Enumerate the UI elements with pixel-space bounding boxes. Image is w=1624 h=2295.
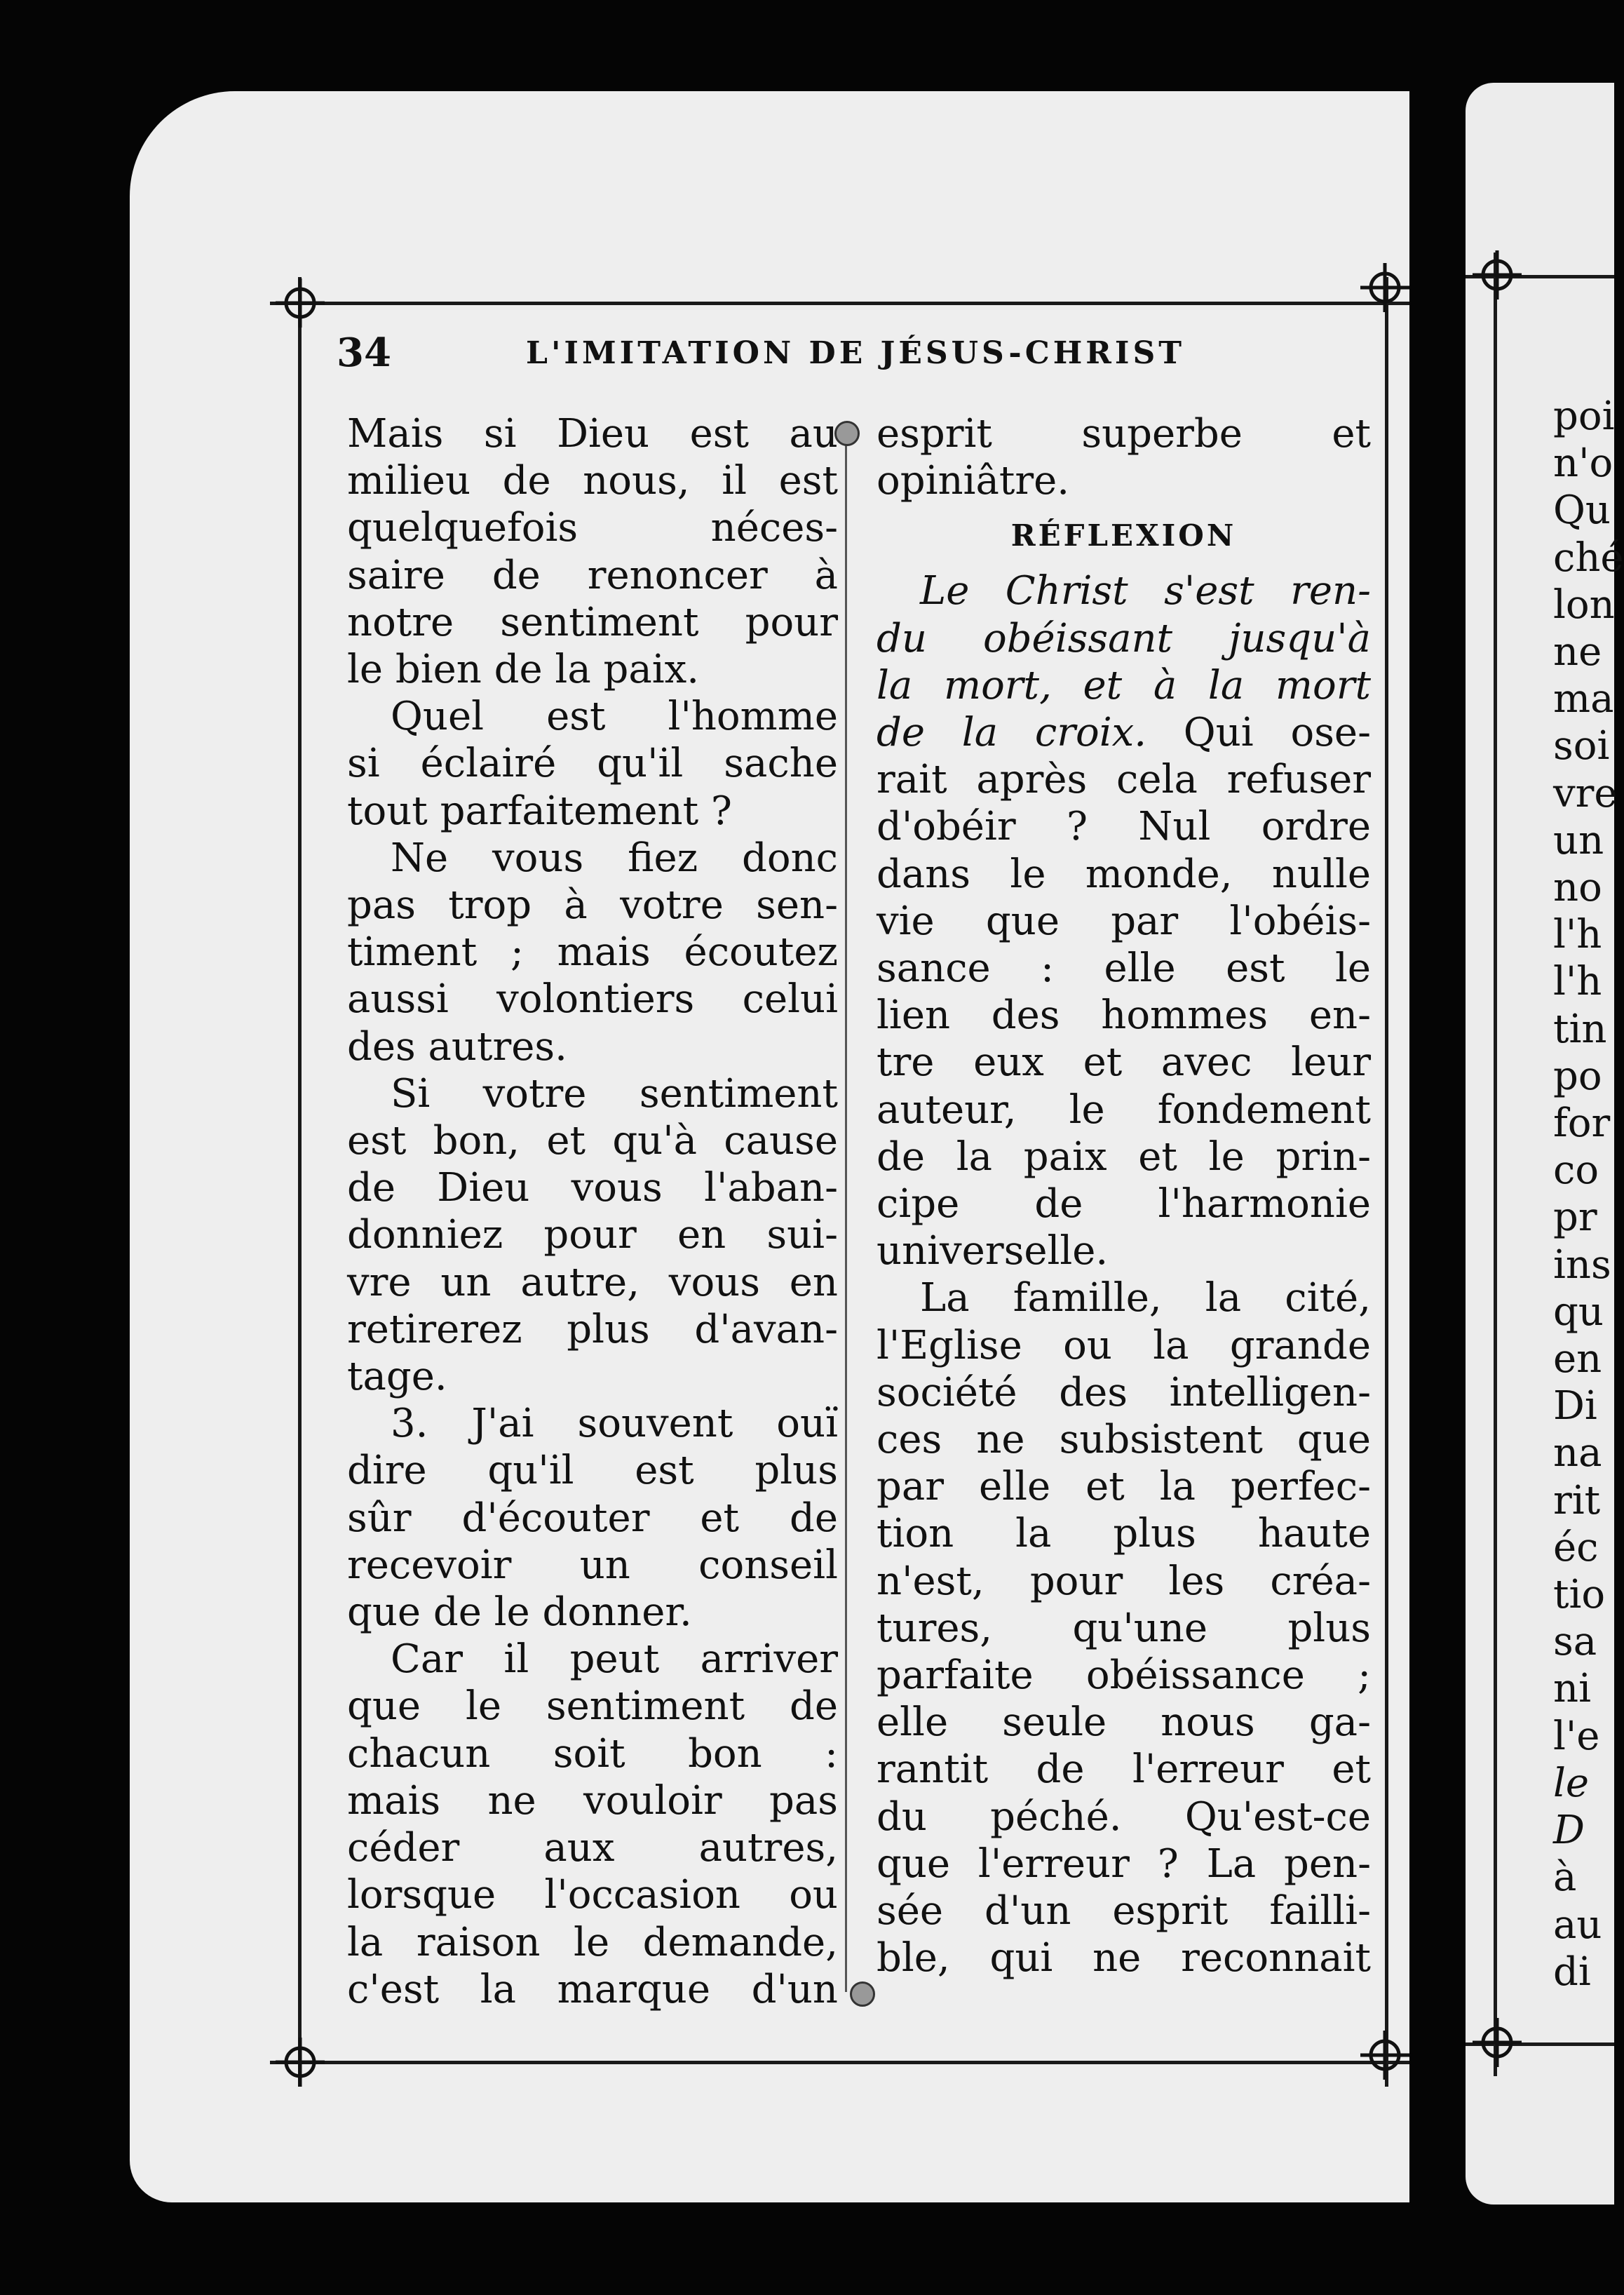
text-line: milieu de nous, il est [347,458,838,504]
page-number: 34 [337,330,391,376]
text-fragment: l'h [1553,959,1602,1005]
text-fragment: tin [1553,1006,1607,1052]
section-heading: RÉFLEXION [1010,518,1237,553]
text-line: que l'erreur ? La pen- [877,1840,1371,1887]
text-line: de la paix et le prin- [877,1133,1371,1180]
corner-ornament-icon [1360,263,1409,312]
text-line: céder aux autres, [347,1825,838,1871]
text-line: opiniâtre. [877,458,1070,504]
text-line [877,709,1371,756]
text-line: retirerez plus d'avan- [347,1306,838,1352]
text-line: est bon, et qu'à cause [347,1118,838,1164]
text-line: 3. J'ai souvent ouï [391,1401,838,1447]
text-line: cipe de l'harmonie [877,1181,1371,1227]
text-line: recevoir un conseil [347,1542,838,1588]
text-fragment: à [1553,1855,1577,1901]
text-line: de Dieu vous l'aban- [347,1165,838,1211]
text-line: que le sentiment de [347,1683,838,1730]
text-line: sée d'un esprit failli- [877,1888,1371,1934]
text-line: lorsque l'occasion ou [347,1872,838,1918]
text-line: timent ; mais écoutez [347,929,838,976]
text-fragment: Qui ose- [1146,710,1371,756]
text-line: ble, qui ne reconnait [877,1935,1371,1981]
text-fragment: un [1553,817,1604,863]
text-line: du péché. Qu'est-ce [877,1793,1371,1840]
text-line: société des intelligen- [877,1369,1371,1415]
text-fragment: Qu [1553,487,1611,534]
running-title: L'IMITATION DE JÉSUS-CHRIST [526,335,1185,371]
text-line: vre un autre, vous en [347,1259,838,1305]
text-line: La famille, la cité, [920,1275,1371,1321]
text-line: esprit superbe et [877,411,1371,457]
text-fragment: rit [1553,1477,1601,1523]
corner-ornament-icon [1473,250,1522,300]
text-line: rait après cela refuser [877,757,1371,803]
text-fragment: ins [1553,1241,1611,1288]
text-line: Ne vous fiez donc [391,835,838,881]
text-line: Quel est l'homme [391,694,838,740]
quote-line: de la croix. [877,710,1147,756]
text-line: Si votre sentiment [391,1070,838,1117]
text-line: universelle. [877,1228,1109,1274]
text-fragment: sa [1553,1619,1597,1665]
text-fragment: ne [1553,629,1602,675]
column-separator-top-dot-icon [834,421,860,446]
quote-line: du obéissant jusqu'à [877,615,1371,661]
text-fragment: po [1553,1053,1602,1099]
text-fragment: le [1553,1760,1590,1806]
text-fragment: di [1553,1949,1591,1995]
text-line: donniez pour en sui- [347,1212,838,1258]
text-line: sûr d'écouter et de [347,1495,838,1541]
text-line: quelquefois néces- [347,505,838,551]
text-line: que de le donner. [347,1589,692,1636]
page-gutter [1409,70,1466,2216]
text-fragment: na [1553,1430,1602,1476]
column-separator-bottom-dot-icon [850,1981,875,2007]
corner-ornament-icon [276,2038,325,2087]
text-line: parfaite obéissance ; [877,1653,1371,1699]
text-line: c'est la marque d'un [347,1966,838,2012]
text-line: la raison le demande, [347,1919,838,1965]
text-fragment: n'o [1553,440,1613,487]
text-line: tre eux et avec leur [877,1039,1371,1086]
text-line: vie que par l'obéis- [877,898,1371,944]
text-line: des autres. [347,1023,567,1070]
text-fragment: au [1553,1902,1602,1948]
frame-left-rule [298,277,302,2087]
text-fragment: for [1553,1101,1611,1147]
text-fragment: ma [1553,676,1614,722]
left-text-column [347,410,838,2013]
text-line: dans le monde, nulle [877,851,1371,897]
text-line: rantit de l'erreur et [877,1747,1371,1793]
text-line: dire qu'il est plus [347,1448,838,1494]
text-line: d'obéir ? Nul ordre [877,804,1371,850]
next-page-text-fragments [1553,393,1624,1995]
text-line: tout parfaitement ? [347,788,732,834]
corner-ornament-icon [1473,2018,1522,2067]
frame-bottom-rule [270,2061,1409,2064]
text-fragment: co [1553,1148,1599,1194]
text-line: elle seule nous ga- [877,1700,1371,1746]
text-line: le bien de la paix. [347,647,700,693]
text-line: lien des hommes en- [877,992,1371,1039]
text-fragment: tio [1553,1572,1606,1618]
quote-line: la mort, et à la mort [877,662,1371,708]
text-fragment: soi [1553,723,1610,769]
text-line: auteur, le fondement [877,1086,1371,1133]
text-line: Mais si Dieu est au [347,411,838,457]
text-fragment: l'h [1553,912,1602,958]
frame-right-rule [1385,277,1388,2087]
text-line: chacun soit bon : [347,1730,838,1777]
right-text-column [877,410,1371,1982]
corner-ornament-icon [1360,2031,1409,2080]
text-line: n'est, pour les créa- [877,1558,1371,1604]
text-line: sance : elle est le [877,945,1371,992]
text-line: saire de renoncer à [347,552,838,598]
text-fragment: poi [1553,393,1615,439]
text-line: Car il peut arriver [391,1636,838,1683]
quote-line: Le Christ s'est ren- [920,568,1371,614]
text-line: aussi volontiers celui [347,976,838,1023]
text-fragment: lon [1553,581,1615,628]
text-fragment: Di [1553,1383,1597,1429]
text-line: l'Eglise ou la grande [877,1322,1371,1368]
text-fragment: pr [1553,1194,1597,1241]
column-separator-rule [845,435,847,1992]
frame-left-rule-next [1494,253,1497,2076]
text-line: pas trop à votre sen- [347,882,838,929]
text-fragment: l'e [1553,1713,1600,1759]
text-fragment: en [1553,1336,1602,1382]
text-fragment: vre [1553,770,1618,816]
text-line: tion la plus haute [877,1511,1371,1557]
text-fragment: ché [1553,534,1624,581]
text-line: notre sentiment pour [347,599,838,645]
text-line: tage. [347,1354,447,1400]
text-line: si éclairé qu'il sache [347,741,838,787]
text-fragment: éc [1553,1524,1599,1570]
text-fragment: D [1553,1808,1585,1854]
corner-ornament-icon [276,278,325,328]
text-line: mais ne vouloir pas [347,1777,838,1824]
frame-top-rule [270,302,1409,305]
text-fragment: ni [1553,1666,1591,1712]
text-line: ces ne subsistent que [877,1417,1371,1463]
text-line: par elle et la perfec- [877,1464,1371,1510]
text-line: tures, qu'une plus [877,1605,1371,1651]
text-fragment: no [1553,865,1602,911]
text-fragment: qu [1553,1288,1604,1335]
